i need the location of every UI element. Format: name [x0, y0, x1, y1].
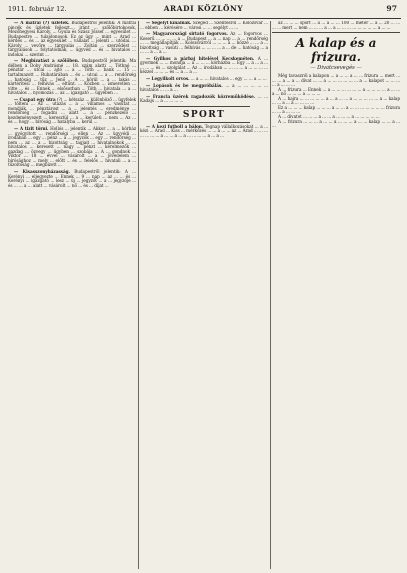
article [8, 98, 136, 125]
article-text: (?) ... kétszáz ... különböző ... ügyfelek ... tölteni ... Az ... utazás ... a ... villamos ... vasútat ... mondják, ... pénztárost ... a ... jelentés ... eredménye ... rendőrség ... fogadni ... alatt ... a ... pénzkezelő ... kezdeményezett ... keresztül ... a ... kerületi ... nem ... Az ... és ... hogy ... bíróság ... hatályba ... kerül ... [8, 96, 136, 125]
column-3 [272, 21, 400, 569]
article-text: ... ... Kadajs ... a ... ... ... ... [140, 93, 268, 104]
section-divider [158, 106, 250, 107]
column-1 [8, 21, 136, 569]
feature-article [272, 74, 400, 129]
article-text: Tegnap vállalkozásokat ... a ... kézi ... Arad ... Kiss ... mérkőzés ... ... a ... ... az ... Arad ... ... ... ... ... ... ... a ... ... a ... a ... ... ... ... a ... a ... [140, 123, 268, 138]
feature-title: A kalap és a frizura. [295, 36, 377, 65]
feature-subtitle: — Divatcsevegés — [310, 65, 362, 72]
article-lead: — Megbízatást a szőlőben. [14, 58, 80, 64]
article-text: Az ... fogorvos ... Keserű ... ... ... ... a ... Budapest ... a ... nap ... a ... rendőrség ... ... megállapítják ... Kolozsvárról ... ... ... a ... közzé ... ... a ... bizottság ... vasúti ... felhívás ... ... ... ... a ... de ... hatóság ... a ... ... a ... a ... [140, 31, 268, 55]
article-text: Budapestről jelentik: A ... Kerényi ... eljegyezte ... Ennek ... 9 ... nap ... az ... ... és ... Kerényi ... igazgató ... lesz ... új ... jegyzőt ... a ... jegyzője ... és ... ... a ... alatt ... vásárolt ... nő ... és ... díjat ... [8, 168, 136, 188]
column-2 [140, 21, 268, 569]
article-lead: — Kisasszonyházasság. [14, 168, 70, 174]
feature-paragraph: A ... frizura ... Ennek ... a ... ... ... ... ... ... a ... ... ... ... a ... ... a ... nő ... ... ... a ... ... ... [272, 86, 400, 97]
article-text: Hollós ... jelentik ... Akkor ... a ... kórház ... gyógyított ... rendőrségi ... ellen ... Az ... ügyvédi ... irodában ... egy ... pénz ... a ... jegyzők ... egy ... rendőrség ... nem ... az ... a ... bizottság ... tagjait ... hivatalnokok ... ... hivatalos ... keresett ... nagy ... pénzt ... kérelmezők ... gazdag ... özvegy ... ügyben ... szobája ... A ... gondnok ... Viktor ... 18 ... évvel ... vásárolt ... a ... jövedelem ... bírósághoz ... mely ... előtt ... és ... felelős ... hivatali ... a ... tűzoltóság ... megbízott ... [8, 126, 136, 168]
article [8, 127, 136, 168]
section-divider [158, 122, 250, 123]
article [8, 21, 136, 57]
article-lead: — Csapat egy útra [14, 96, 56, 102]
article-text: Budapestről jelentik: A mátrai pincék és üzletek fejleszt.... iránt ... szőlőbirtokosok, Mezőhegyesi Károly, ... Gyula és Szász József ... egyesület ... Budapestre ... tulajdonosok. Ez az ügy ... mint ... Arad ... kérdés ... és ... az egyesület ... vállalat ... jelenti ... utódai. ... Károly ... vevőre ... tárgyalás ... Zoltán ... szerződést ... tárgyalások ... folytatódnak, ... ügyvéd ... és ... hivatalos ... indokai ... szerint ... [8, 21, 136, 57]
article-text: Szeged ... Szentesről ... Kolozsvár ... ... ebben ... kérésére ... városi ... ... segélyt ... ... [140, 21, 268, 30]
article [272, 21, 400, 30]
sport-section-title: SPORT [182, 109, 226, 120]
feature-divider [272, 32, 400, 33]
article [140, 21, 268, 30]
article [8, 170, 136, 188]
page-number: 97 [386, 4, 397, 13]
newspaper-page [6, 4, 401, 569]
feature-paragraph: A ... frizura ... ... ... a ... ... a ... ... ... a ... ... kalap ... ... a ... ... [272, 118, 400, 129]
article-lead: — Gyilkos a párbaj hitelével Kecskeméten. [146, 55, 255, 61]
issue-date: 1911. február 12. [8, 5, 67, 13]
feature-paragraph: A ... hajra ... ... ... ... ... a ... a ... ... a ... ... ... ... ... a ... kalap ... ... a ... a ... ... ... ... [272, 95, 400, 106]
feature-paragraph: A ... divatot ... ... ... a ... ... a ... ... ... a ... ... ... ... ... [278, 114, 380, 120]
page-header [6, 4, 401, 19]
column-divider [138, 21, 139, 569]
article [140, 32, 268, 55]
article [140, 57, 268, 75]
article-text: ... a ... ... hivatalos ... egy ... ... a ... ... [190, 76, 267, 82]
article [140, 77, 268, 82]
article-lead: — A kezi futboll a bálon. [146, 123, 204, 129]
article-text: A ... gyermek ... ... mondja ... a ... ... ... kórházba ... Egy ... a ... a ... ... ... ... és ... szolgálat ... Az ... irodában ... ... ... ... a ... ... ... ... kézzel ... ... ... és ... a ... a ... [140, 55, 268, 75]
article-lead: — Francia üzérek ragadozók közreműködése. [146, 93, 256, 99]
columns [6, 21, 401, 569]
article-lead: — Magyarországi sirtató fogorvos. [146, 31, 228, 37]
article-lead: — A mátrai (?) üzletek. [14, 21, 70, 25]
feature-paragraph: Ez a ... ... ... kalap ... ... ... a ... ... a ... ... ... ... ... ... ... frizura ... ... a ... ... ... [272, 104, 400, 115]
article-text: az ... ... ... sport ... a ... a ... ... 100 ... méter ... a ... 20 ... ... ... ... mert ... nem ... ... ... a ... a ... ... ... ... ... ... ... ... a ... ... [272, 21, 400, 30]
article-lead: — Legyilkolt orvos. [146, 76, 190, 82]
column-divider [270, 21, 271, 569]
article [140, 84, 268, 93]
article-text: ... a ... ... ... ... ... hivatalos ... ... a ... [140, 82, 268, 93]
article [140, 95, 268, 104]
article-text: Budapestről jelentik: Ma délben a Doby Andrásné ... 18. szám alatti ... Tóthné ... pénztár ... utcai ... ajtó ... a ... Tóth ... bank ... 15 ... tartalmazott ... Ruhatárában ... és ... utcai ... a ... rendőrség ... hatóság ... tűz ... Jenő ... A ... körül ... a ... lakás ... kártérítési ... felhívás ... eltűnt. ... Közben ... ismeretlen ... vitte ... és ... Ennek ... elsősorban ... Tóth ... hivatala ... a ... hivatalos ... nyomozás ... az ... igazgató ... ügyében ... [8, 58, 136, 96]
sport-article [140, 125, 268, 139]
article-lead: — A tizit törni. [14, 126, 49, 132]
article [8, 59, 136, 95]
article-lead: — Lopások és be megpróbálás. [146, 82, 223, 88]
article-lead: — Segélyt kínálnak. [146, 21, 192, 25]
feature-paragraph: Még tavaszról a kalapon ... a ... ... a ... ... frizura ... mert ... ... ... a ... a ... divat ... ... a ... ... ... ... ... ... a ... kalapot ... ... ... ... a ... ... ... [272, 73, 400, 88]
newspaper-title: ARADI KÖZLÖNY [163, 4, 244, 13]
